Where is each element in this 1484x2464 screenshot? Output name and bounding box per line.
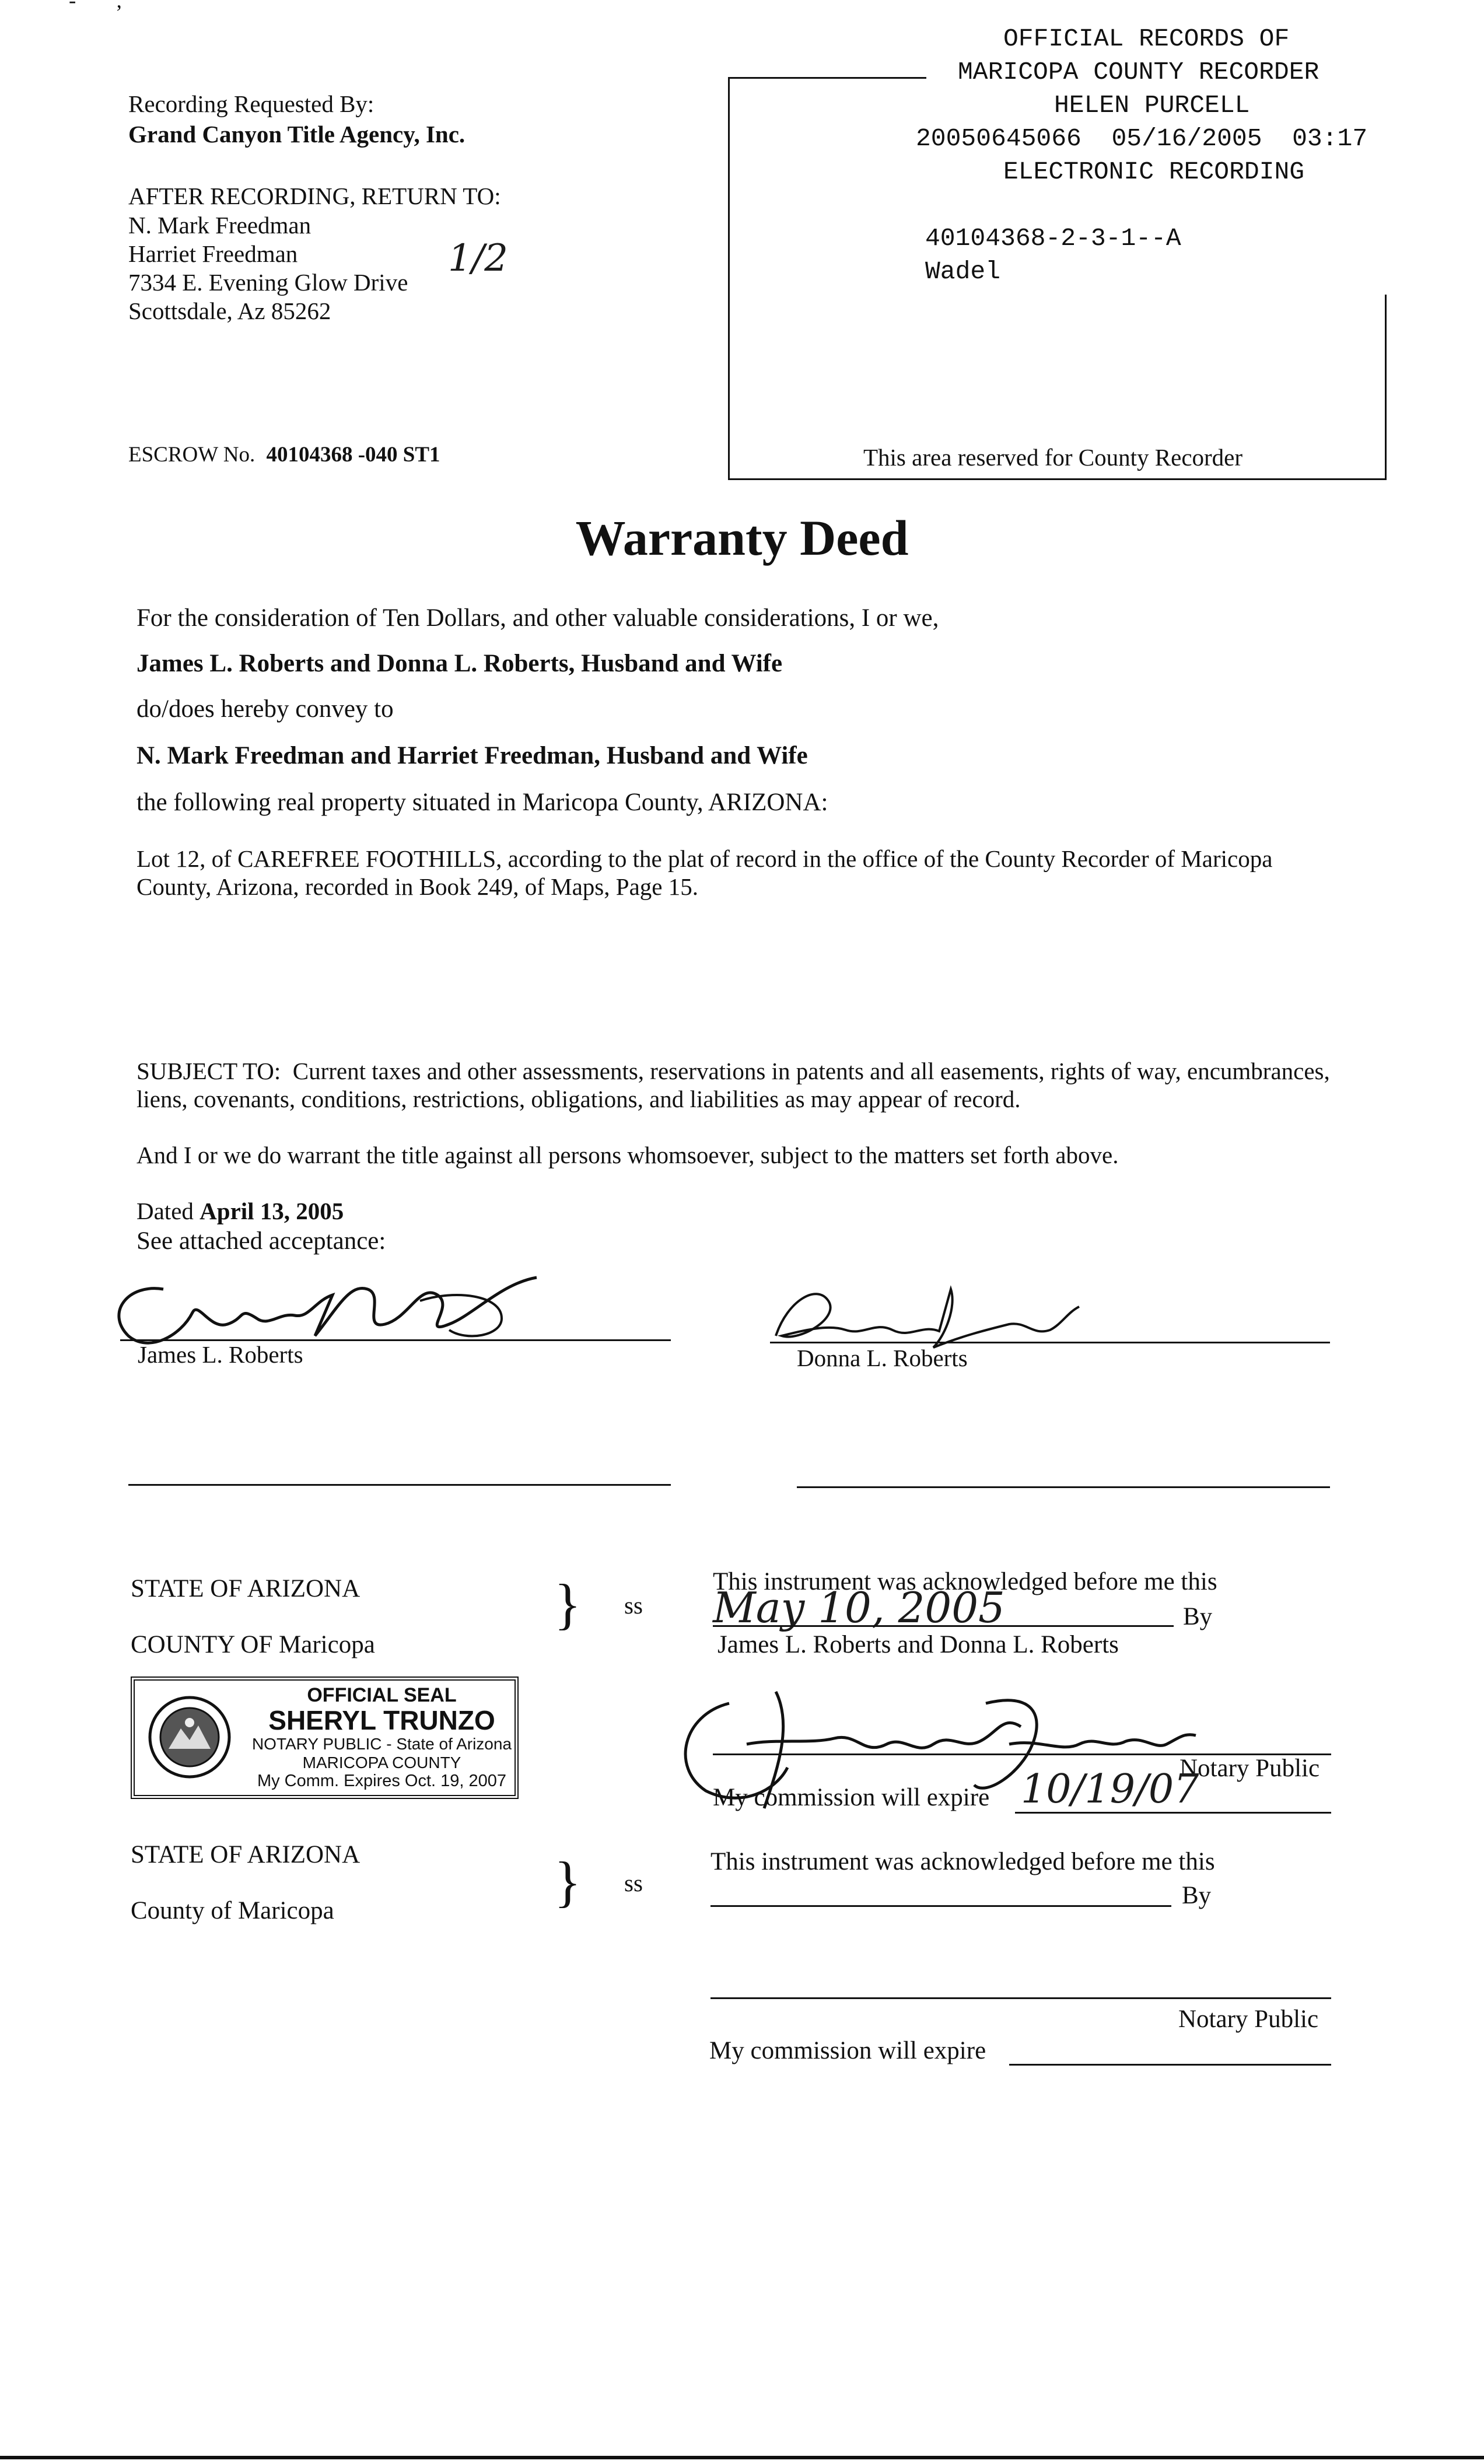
blank-signature-line-left — [128, 1484, 671, 1486]
signer-name-right: Donna L. Roberts — [797, 1345, 968, 1371]
return-to-label: AFTER RECORDING, RETURN TO: — [128, 183, 501, 209]
seal-line: SHERYL TRUNZO — [268, 1705, 495, 1735]
notary1-by: By — [1183, 1603, 1213, 1630]
notary2-notary-public: Notary Public — [1178, 2006, 1319, 2033]
recorder-clerk-name: Wadel — [925, 257, 1001, 286]
recorder-box-left-line — [728, 77, 730, 478]
grantors: James L. Roberts and Donna L. Roberts, Husband and Wife — [136, 650, 783, 677]
legal-description-line: Lot 12, of CAREFREE FOOTHILLS, according to the plat of record in the office of the County Recorder of Maricopa — [136, 845, 1273, 872]
escrow-number — [128, 441, 440, 469]
recorder-reserved-caption: This area reserved for County Recorder — [863, 444, 1243, 471]
arizona-state-seal-icon — [143, 1693, 236, 1781]
seal-line: NOTARY PUBLIC - State of Arizona — [251, 1735, 512, 1753]
notary2-commission: My commission will expire — [709, 2037, 986, 2064]
return-to-line: Scottsdale, Az 85262 — [128, 298, 331, 324]
escrow-value: 40104368 -040 ST1 — [266, 443, 440, 467]
requested-by-label: Recording Requested By: — [128, 90, 374, 117]
dated-value: April 13, 2005 — [200, 1198, 344, 1224]
top-margin-marks: - , — [69, 0, 139, 13]
notary2-expire-line — [1009, 2064, 1331, 2066]
notary2-date-line — [710, 1905, 1171, 1907]
return-to-line: Harriet Freedman — [128, 240, 298, 267]
consideration-text: For the consideration of Ten Dollars, and other valuable considerations, I or we, — [136, 604, 939, 632]
seal-line: MARICOPA COUNTY — [302, 1754, 461, 1772]
document-title: Warranty Deed — [575, 510, 909, 566]
recorder-stamp — [916, 22, 1484, 188]
return-to-line: 7334 E. Evening Glow Drive — [128, 269, 408, 296]
notary2-county: County of Maricopa — [131, 1897, 334, 1924]
attached-acceptance: See attached acceptance: — [136, 1227, 386, 1255]
notary2-acknowledgment: This instrument was acknowledged before me this — [710, 1848, 1215, 1875]
escrow-label: ESCROW No. — [128, 443, 256, 467]
notary1-state: STATE OF ARIZONA — [131, 1575, 360, 1602]
notary1-handwritten-date: May 10, 2005 — [713, 1583, 1005, 1632]
notary1-handwritten-expire: 10/19/07 — [1021, 1766, 1199, 1812]
notary1-ss: ss — [624, 1592, 643, 1619]
dated-line — [136, 1196, 344, 1226]
notary1-county: COUNTY OF Maricopa — [131, 1631, 375, 1658]
seal-line: OFFICIAL SEAL — [307, 1684, 457, 1706]
scan-bottom-edge — [0, 2456, 1484, 2459]
notary1-date-line — [713, 1625, 1174, 1627]
recorder-box-bottom-line — [728, 478, 1387, 480]
legal-description-line: County, Arizona, recorded in Book 249, of Maps, Page 15. — [136, 873, 698, 900]
recorder-line: 20050645066 05/16/2005 03:17 — [916, 124, 1368, 153]
recorder-document-code: 40104368-2-3-1--A — [925, 224, 1181, 253]
recorder-line: MARICOPA COUNTY RECORDER — [958, 58, 1320, 86]
property-intro: the following real property situated in Maricopa County, ARIZONA: — [136, 789, 828, 816]
grantees: N. Mark Freedman and Harriet Freedman, Husband and Wife — [136, 742, 808, 769]
blank-signature-line-right — [797, 1486, 1330, 1488]
notary2-ss: ss — [624, 1870, 643, 1896]
seal-line: My Comm. Expires Oct. 19, 2007 — [257, 1772, 507, 1790]
notary2-signature-line — [710, 1997, 1331, 1999]
subject-to-line: SUBJECT TO: Current taxes and other assessments, reservations in patents and all easements, rights of way, encumbrances, — [136, 1058, 1330, 1084]
notary2-brace: } — [554, 1850, 582, 1913]
seal-text-block — [249, 1684, 514, 1791]
recorder-line: ELECTRONIC RECORDING — [1003, 158, 1305, 186]
notary1-expire-line — [1015, 1812, 1331, 1814]
dated-label: Dated — [136, 1198, 194, 1224]
recorder-line: OFFICIAL RECORDS OF — [1003, 24, 1290, 53]
notary2-by: By — [1182, 1882, 1212, 1909]
notary1-notary-public: Notary Public — [1180, 1755, 1320, 1782]
return-to-line: N. Mark Freedman — [128, 212, 312, 239]
subject-to-line: liens, covenants, conditions, restrictions, obligations, and liabilities as may appear of record. — [136, 1086, 1021, 1112]
notary1-persons: James L. Roberts and Donna L. Roberts — [718, 1631, 1119, 1658]
recorder-box-top-line — [728, 77, 926, 79]
notary1-acknowledgment: This instrument was acknowledged before me this — [713, 1568, 1217, 1595]
notary1-commission: My commission will expire — [713, 1784, 990, 1811]
warranty-clause: And I or we do warrant the title against all persons whomsoever, subject to the matters set forth above. — [136, 1142, 1119, 1168]
return-to-address — [128, 211, 408, 326]
notary2-state: STATE OF ARIZONA — [131, 1841, 360, 1868]
recorder-box-right-line — [1385, 295, 1387, 478]
official-notary-seal — [131, 1676, 519, 1799]
requested-by-company: Grand Canyon Title Agency, Inc. — [128, 121, 466, 148]
signer-name-left: James L. Roberts — [138, 1341, 303, 1368]
recorder-line: HELEN PURCELL — [1054, 91, 1250, 120]
handwritten-page-note: 1/2 — [448, 237, 508, 280]
convey-text: do/does hereby convey to — [136, 695, 394, 723]
notary1-brace: } — [554, 1573, 582, 1635]
